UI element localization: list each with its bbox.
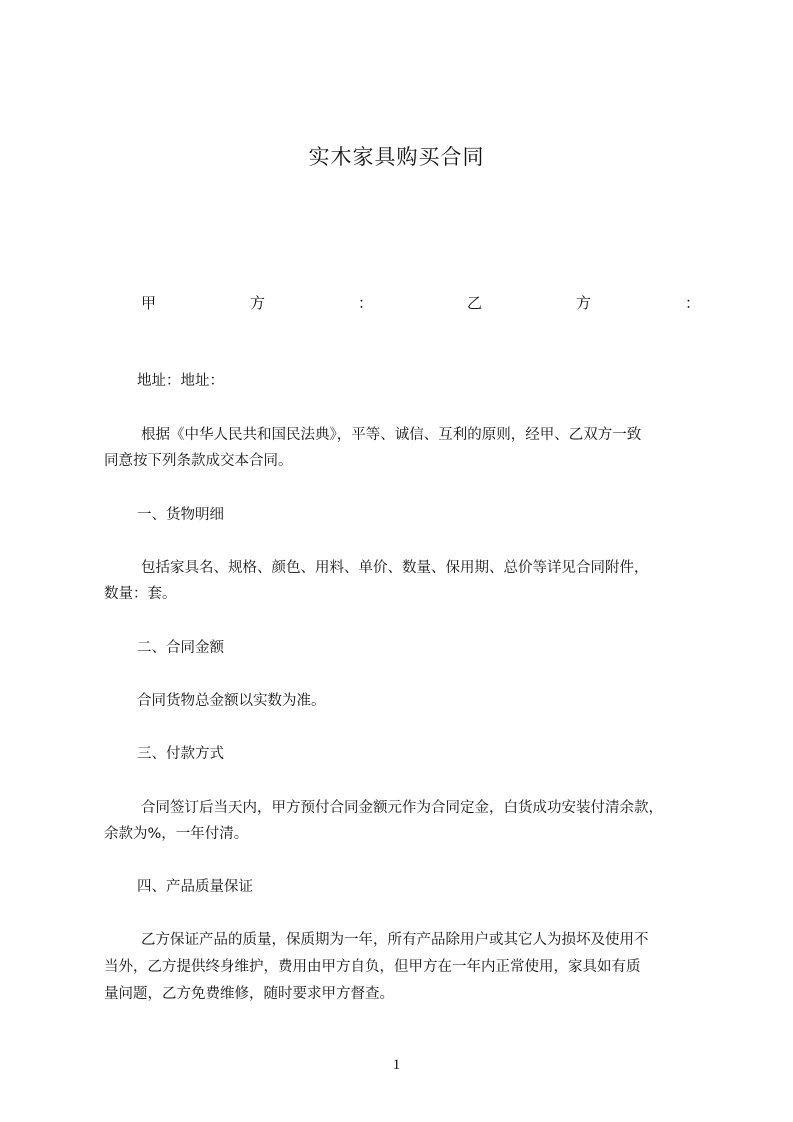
quality-line-1: 乙方保证产品的质量，保质期为一年，所有产品除用户或其它人为损坏及使用不 [141, 932, 649, 948]
preamble-line-1: 根据《中华人民共和国民法典》，平等、诚信、互利的原则，经甲、乙双方一致 [141, 427, 642, 443]
party-b-colon: ： [685, 294, 701, 312]
party-b-label-char1: 乙 [467, 294, 483, 312]
party-a-colon: ： [358, 294, 374, 312]
quality-line-3: 量问题，乙方免费维修，随时要求甲方督查。 [104, 986, 394, 1002]
party-a-label-char2: 方 [250, 294, 266, 312]
section-heading-goods: 一、货物明细 [137, 507, 224, 523]
party-b-label-char2: 方 [576, 294, 592, 312]
goods-line-2: 数量：套。 [104, 586, 177, 602]
address-line: 地址：地址： [137, 373, 224, 389]
payment-line-1: 合同签订后当天内，甲方预付合同金额元作为合同定金，白货成功安装付清余款， [141, 800, 663, 816]
party-a-label-char1: 甲 [141, 294, 157, 312]
section-heading-payment: 三、付款方式 [137, 746, 224, 762]
quality-line-2: 当外，乙方提供终身维护，费用由甲方自负，但甲方在一年内正常使用，家具如有质 [104, 959, 641, 975]
section-heading-amount: 二、合同金额 [137, 640, 224, 656]
amount-line-1: 合同货物总金额以实数为准。 [137, 693, 326, 709]
payment-line-2: 余款为%，一年付清。 [104, 826, 249, 842]
contract-title: 实木家具购买合同 [308, 145, 485, 169]
preamble-line-2: 同意按下列条款成交本合同。 [104, 453, 293, 469]
page-number: 1 [392, 1057, 401, 1073]
goods-line-1: 包括家具名、规格、颜色、用料、单价、数量、保用期、总价等详见合同附件， [141, 560, 649, 576]
parties-row [104, 292, 701, 314]
section-heading-quality: 四、产品质量保证 [137, 879, 253, 895]
